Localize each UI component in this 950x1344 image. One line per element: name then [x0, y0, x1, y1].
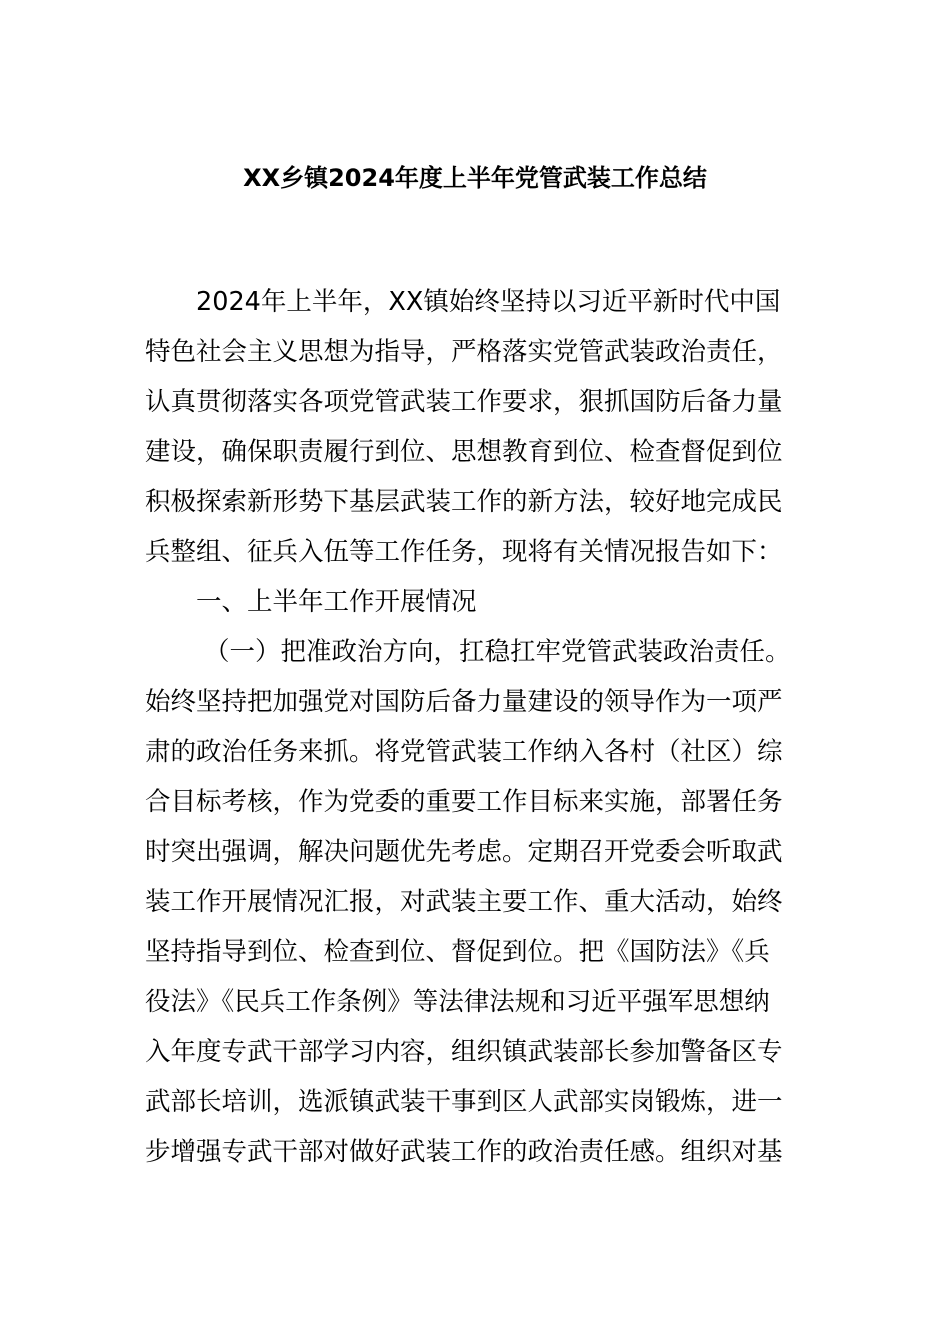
body-line: 始终坚持把加强党对国防后备力量建设的领导作为一项严 [145, 687, 783, 717]
body-line: 坚持指导到位、检查到位、督促到位。把《国防法》《兵 [145, 937, 770, 967]
body-line: 肃的政治任务来抓。将党管武装工作纳入各村（社区）综 [145, 737, 783, 767]
document-title: XX乡镇2024年度上半年党管武装工作总结 [243, 164, 707, 192]
body-line: 合目标考核，作为党委的重要工作目标来实施，部署任务 [145, 787, 783, 817]
body-line: 兵整组、征兵入伍等工作任务，现将有关情况报告如下： [145, 537, 783, 567]
body-line: 入年度专武干部学习内容，组织镇武装部长参加警备区专 [145, 1037, 783, 1067]
body-line: 特色社会主义思想为指导，严格落实党管武装政治责任， [145, 337, 783, 367]
section-heading: 一、上半年工作开展情况 [196, 587, 477, 617]
document-body [145, 282, 810, 1182]
body-line: 积极探索新形势下基层武装工作的新方法，较好地完成民 [145, 487, 783, 517]
body-line: 役法》《民兵工作条例》等法律法规和习近平强军思想纳 [145, 987, 770, 1017]
body-line: 2024年上半年，XX镇始终坚持以习近平新时代中国 [196, 287, 781, 317]
body-line: 认真贯彻落实各项党管武装工作要求，狠抓国防后备力量 [145, 387, 783, 417]
subsection-heading: （一）把准政治方向，扛稳扛牢党管武装政治责任。 [204, 637, 791, 667]
body-line: 装工作开展情况汇报，对武装主要工作、重大活动，始终 [145, 887, 783, 917]
body-line: 步增强专武干部对做好武装工作的政治责任感。组织对基 [145, 1137, 783, 1167]
body-line: 时突出强调，解决问题优先考虑。定期召开党委会听取武 [145, 837, 783, 867]
body-line: 建设，确保职责履行到位、思想教育到位、检查督促到位 [145, 437, 783, 467]
body-line: 武部长培训，选派镇武装干事到区人武部实岗锻炼，进一 [145, 1087, 783, 1117]
